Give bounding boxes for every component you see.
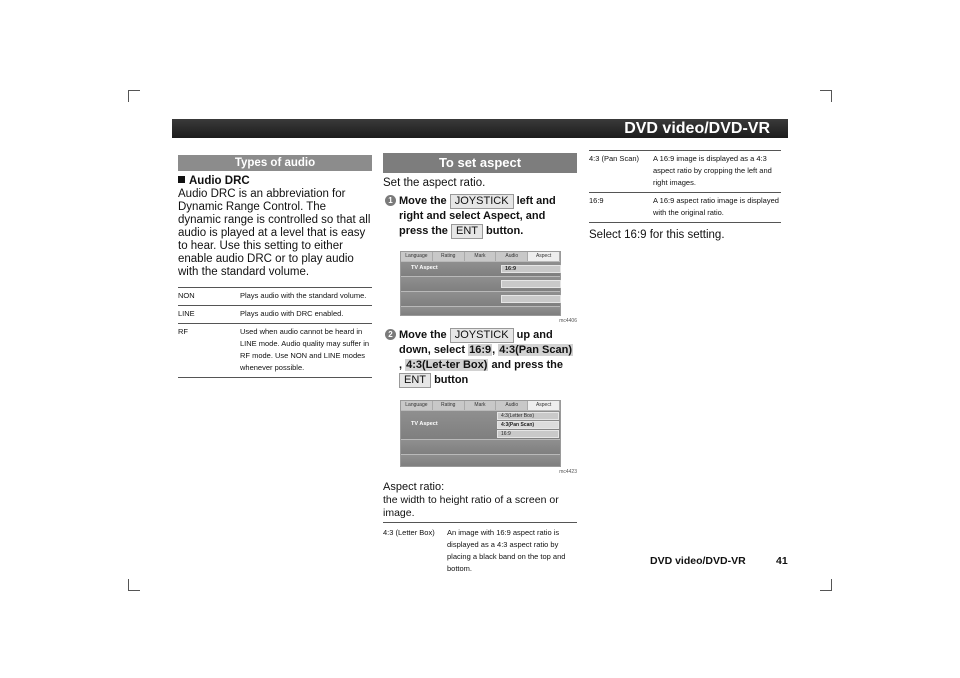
table-row [178, 288, 372, 306]
screen-row [401, 439, 560, 454]
crop-mark [128, 590, 140, 591]
screen-row [401, 291, 560, 306]
tab-language: Language [401, 401, 433, 410]
crop-mark [831, 90, 832, 102]
tv-aspect-label: TV Aspect [411, 421, 438, 427]
tab-audio: Audio [496, 252, 528, 261]
table-key: LINE [178, 306, 240, 324]
table-key: 16:9 [589, 193, 653, 223]
tab-mark: Mark [465, 401, 497, 410]
table-key: 4:3 (Pan Scan) [589, 151, 653, 193]
tab-language: Language [401, 252, 433, 261]
step-text: left and right and select Aspect, and press the [399, 195, 556, 237]
tv-aspect-value: 16:9 [501, 265, 561, 273]
screen-row [401, 410, 560, 439]
table-value: Plays audio with DRC enabled. [240, 306, 372, 324]
table-row [383, 525, 577, 578]
tab-mark: Mark [465, 252, 497, 261]
table-key: NON [178, 288, 240, 306]
step-text: button. [486, 225, 524, 237]
crop-mark [128, 90, 140, 91]
table-value: An image with 16:9 aspect ratio is displayed as a 4:3 aspect ratio by placing a black band on the top and bottom. [447, 528, 566, 573]
aspect-ratio-definition: the width to height ratio of a screen or image. [383, 494, 577, 523]
tab-aspect: Aspect [528, 252, 560, 261]
table-row [589, 151, 781, 193]
subheading [178, 175, 372, 188]
step-2 [383, 328, 577, 388]
option-letter-box: 4:3(Letter Box) [497, 412, 559, 420]
set-aspect-section [383, 153, 577, 578]
menu-tabs [401, 252, 560, 261]
note-text: Select 16:9 for this setting. [589, 229, 725, 241]
menu-tabs [401, 401, 560, 410]
table-value: A 16:9 aspect ratio image is displayed with the original ratio. [653, 193, 781, 223]
step-text: , [492, 344, 496, 356]
page-header-bar [172, 119, 788, 138]
table-value: A 16:9 image is displayed as a 4:3 aspect ratio by cropping the left and right images. [653, 151, 781, 193]
image-code: mc4406 [559, 318, 577, 324]
body-paragraph: Audio DRC is an abbreviation for Dynamic Range Control. The dynamic range is controlled so that all audio is played at a level that is easy to hear. Use this setting to either enable audio DRC or to play audio with the standard volume. [178, 188, 371, 278]
section-title: Types of audio [178, 155, 372, 171]
tab-rating: Rating [433, 401, 465, 410]
screen-row [401, 454, 560, 466]
step-number-icon: 1 [385, 195, 396, 206]
tv-aspect-label: TV Aspect [411, 265, 438, 271]
option-16-9: 16:9 [469, 344, 492, 356]
aspect-table [383, 525, 577, 578]
empty-field [501, 295, 561, 303]
crop-mark [128, 579, 129, 591]
table-row [178, 324, 372, 378]
aspect-dropdown [497, 412, 559, 439]
step-number-icon: 2 [385, 329, 396, 340]
step-1 [383, 194, 577, 239]
option-pan-scan: 4:3(Pan Scan) [499, 344, 572, 356]
image-code: mc4423 [559, 469, 577, 475]
page-number: 41 [776, 555, 788, 567]
screen-row [401, 276, 560, 291]
joystick-key: JOYSTICK [450, 194, 514, 209]
tab-aspect: Aspect [528, 401, 560, 410]
empty-field [501, 280, 561, 288]
crop-mark [128, 90, 129, 102]
table-key: 4:3 (Letter Box) [383, 528, 435, 537]
aspect-table-2 [589, 150, 781, 223]
intro-text: Set the aspect ratio. [383, 177, 486, 189]
option-16-9: 16:9 [497, 430, 559, 438]
option-pan-scan: 4:3(Pan Scan) [497, 421, 559, 429]
square-bullet-icon [178, 176, 185, 183]
table-value: Plays audio with the standard volume. [240, 288, 372, 306]
step-text: button [434, 374, 469, 386]
tab-rating: Rating [433, 252, 465, 261]
step-text: , [399, 359, 403, 371]
page-header-title: DVD video/DVD-VR [624, 120, 770, 137]
audio-drc-table [178, 287, 372, 378]
screen-row [401, 306, 560, 315]
step-text: Move the [399, 329, 447, 341]
joystick-key: JOYSTICK [450, 328, 514, 343]
table-row [178, 306, 372, 324]
aspect-menu-screen-2 [400, 400, 561, 467]
ent-key: ENT [451, 224, 483, 239]
section-title: To set aspect [383, 153, 577, 173]
step-text: and press the [491, 359, 564, 371]
subheading-text: Audio DRC [189, 175, 250, 187]
aspect-ratio-title: Aspect ratio: [383, 481, 445, 493]
table-key: RF [178, 324, 240, 378]
aspect-table-continued [589, 150, 781, 242]
table-row [589, 193, 781, 223]
table-value: Used when audio cannot be heard in LINE mode. Audio quality may suffer in RF mode. Use NON and LINE modes whenever possible. [240, 324, 372, 378]
crop-mark [831, 579, 832, 591]
step-text: Move the [399, 195, 447, 207]
footer-title: DVD video/DVD-VR [650, 555, 746, 567]
aspect-menu-screen-1 [400, 251, 561, 316]
ent-key: ENT [399, 373, 431, 388]
step-text: up and down, select [399, 329, 553, 356]
types-of-audio-section [178, 155, 372, 378]
screen-row [401, 261, 560, 276]
option-letter-box: 4:3(Let-ter Box) [406, 359, 488, 371]
tab-audio: Audio [496, 401, 528, 410]
